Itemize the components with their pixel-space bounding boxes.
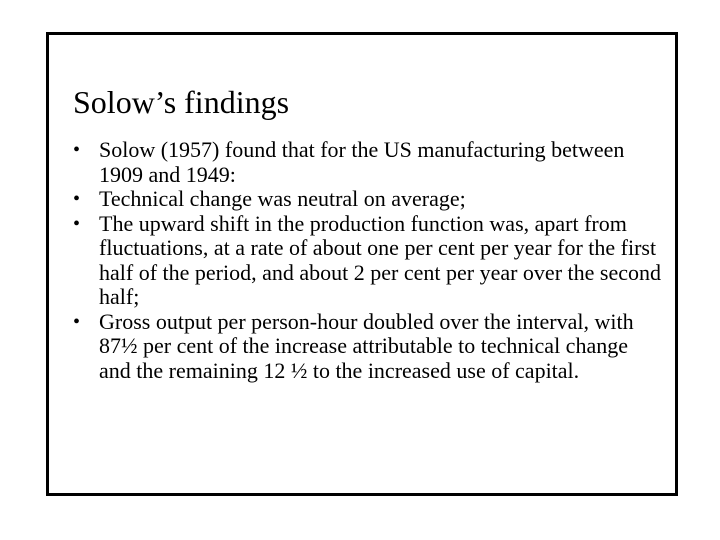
bullet-list (73, 138, 663, 383)
bullet-item-3 (73, 212, 663, 310)
slide-title: Solow’s findings (73, 84, 290, 120)
bullet-icon: • (73, 310, 81, 333)
bullet-item-4 (73, 310, 663, 384)
bullet-item-2 (73, 187, 663, 212)
bullet-item-1 (73, 138, 663, 187)
bullet-text-4: Gross output per person-hour doubled over the interval, with 87½ per cent of the increase attributable to technical change and the remaining 12 ½ to the increased use of capital. (99, 308, 634, 383)
bullet-text-3: The upward shift in the production function was, apart from fluctuations, at a rate of about one per cent per year for the first half of the period, and about 2 per cent per year over the second half; (99, 210, 661, 309)
bullet-icon: • (73, 139, 81, 161)
bullet-icon: • (73, 212, 81, 235)
bullet-icon: • (73, 188, 81, 210)
bullet-text-2: Technical change was neutral on average; (99, 186, 466, 211)
bullet-text-1: Solow (1957) found that for the US manufacturing between 1909 and 1949: (99, 137, 625, 187)
